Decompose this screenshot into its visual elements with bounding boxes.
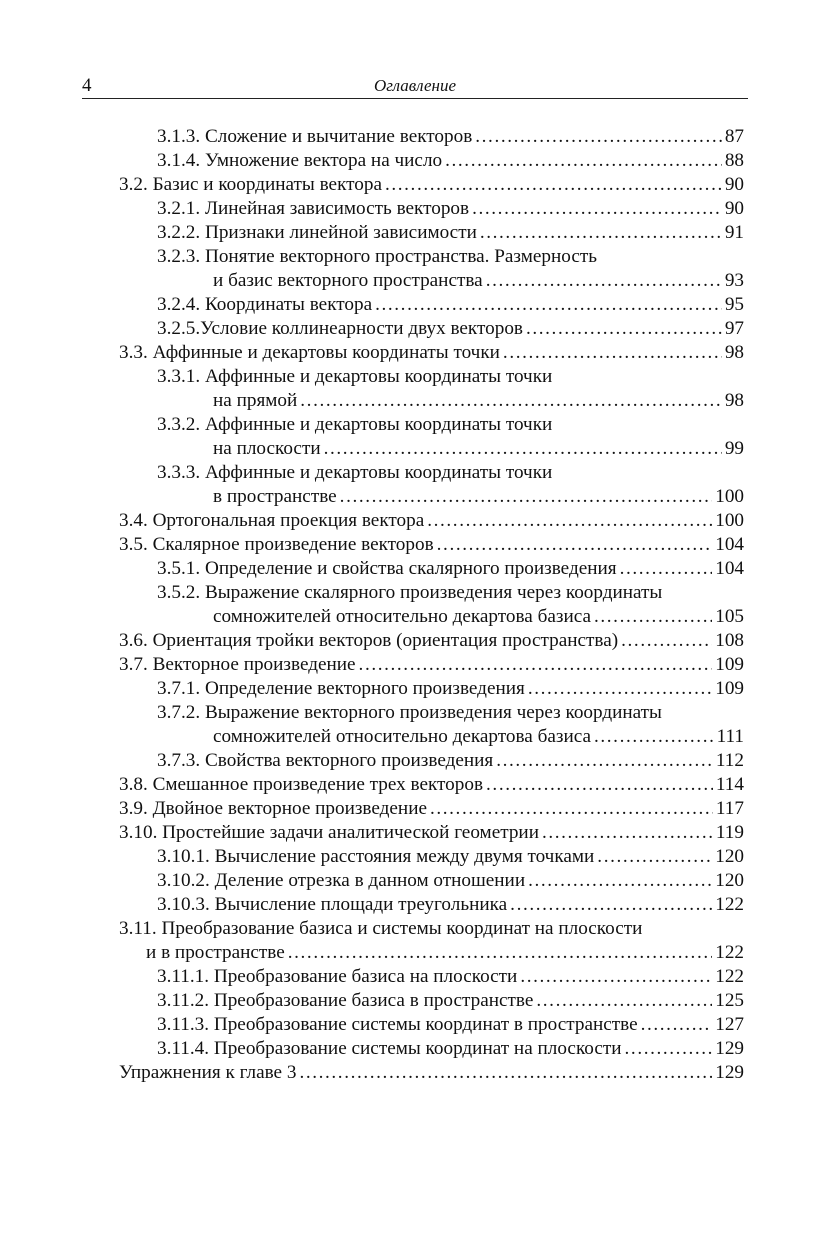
toc-entry — [119, 533, 744, 557]
toc-entry-title-continued: сомножителей относительно декартова базиса — [213, 606, 591, 627]
toc-entry — [119, 653, 744, 677]
toc-entry-title: 3.5. Скалярное произведение векторов — [119, 534, 434, 555]
toc-entry-page: 100 — [715, 486, 744, 507]
toc-entry-title: 3.7.3. Свойства векторного произведения — [157, 750, 494, 771]
toc-entry — [119, 197, 744, 221]
table-of-contents — [119, 125, 744, 1085]
dot-leader — [594, 605, 712, 629]
toc-entry-page: 122 — [715, 966, 744, 987]
toc-entry — [119, 461, 744, 509]
dot-leader — [340, 485, 713, 509]
toc-entry-title: 3.3.3. Аффинные и декартовы координаты точки — [157, 462, 553, 483]
toc-entry-page: 127 — [715, 1014, 744, 1035]
dot-leader — [528, 677, 712, 701]
toc-entry — [119, 749, 744, 773]
toc-entry — [119, 509, 744, 533]
dot-leader — [375, 293, 722, 317]
toc-entry-title: 3.2.5.Условие коллинеарности двух векторов — [157, 318, 523, 339]
toc-entry — [119, 773, 744, 797]
toc-entry-title: 3.7. Векторное произведение — [119, 654, 356, 675]
dot-leader — [445, 149, 722, 173]
toc-entry-page: 122 — [715, 942, 744, 963]
toc-entry-page: 112 — [715, 750, 744, 771]
dot-leader — [385, 173, 722, 197]
toc-entry-title: 3.4. Ортогональная проекция вектора — [119, 510, 425, 531]
toc-entry-title: 3.11.4. Преобразование системы координат на плоскости — [157, 1038, 622, 1059]
toc-entry-title: 3.10.2. Деление отрезка в данном отношении — [157, 870, 526, 891]
toc-entry-page: 105 — [715, 606, 744, 627]
dot-leader — [486, 269, 722, 293]
toc-entry-title-continued: и базис векторного пространства — [213, 270, 483, 291]
toc-entry — [119, 1037, 744, 1061]
toc-entry-title-continued: и в пространстве — [146, 942, 285, 963]
toc-entry — [119, 293, 744, 317]
toc-entry — [119, 317, 744, 341]
dot-leader — [510, 893, 712, 917]
toc-entry-title: 3.9. Двойное векторное произведение — [119, 798, 427, 819]
toc-entry-title: 3.3. Аффинные и декартовы координаты точки — [119, 342, 500, 363]
toc-entry-title: 3.7.1. Определение векторного произведения — [157, 678, 525, 699]
toc-entry — [119, 917, 744, 965]
toc-entry-page: 119 — [715, 822, 744, 843]
toc-entry-title-continued: на прямой — [213, 390, 298, 411]
toc-entry — [119, 125, 744, 149]
toc-entry-page: 104 — [715, 558, 744, 579]
toc-entry-page: 109 — [715, 654, 744, 675]
page-number: 4 — [82, 75, 92, 96]
dot-leader — [324, 437, 722, 461]
toc-entry — [119, 341, 744, 365]
toc-entry-page: 90 — [724, 198, 744, 219]
toc-entry-page: 120 — [715, 846, 744, 867]
dot-leader — [472, 197, 722, 221]
toc-entry-page: 129 — [715, 1038, 744, 1059]
dot-leader — [300, 389, 722, 413]
toc-entry-page: 109 — [715, 678, 744, 699]
toc-entry-title: 3.2.4. Координаты вектора — [157, 294, 373, 315]
dot-leader — [594, 725, 714, 749]
toc-entry-title: 3.7.2. Выражение векторного произведения через координаты — [157, 702, 662, 723]
toc-entry — [119, 365, 744, 413]
dot-leader — [641, 1013, 713, 1037]
toc-entry-title: 3.1.4. Умножение вектора на число — [157, 150, 443, 171]
toc-entry-title: 3.6. Ориентация тройки векторов (ориентация пространства) — [119, 630, 619, 651]
toc-entry — [119, 797, 744, 821]
toc-entry-page: 93 — [724, 270, 744, 291]
toc-entry — [119, 869, 744, 893]
toc-entry — [119, 1061, 744, 1085]
toc-entry — [119, 581, 744, 629]
toc-entry-page: 108 — [715, 630, 744, 651]
toc-entry-title: 3.5.2. Выражение скалярного произведения через координаты — [157, 582, 663, 603]
dot-leader — [437, 533, 713, 557]
toc-entry-title: 3.11.2. Преобразование базиса в пространстве — [157, 990, 534, 1011]
toc-entry-title: 3.3.2. Аффинные и декартовы координаты точки — [157, 414, 553, 435]
dot-leader — [480, 221, 722, 245]
dot-leader — [625, 1037, 713, 1061]
toc-entry-page: 90 — [724, 174, 744, 195]
toc-entry — [119, 245, 744, 293]
dot-leader — [520, 965, 712, 989]
toc-entry-page: 111 — [716, 726, 744, 747]
toc-entry-title: 3.10.1. Вычисление расстояния между двумя точками — [157, 846, 595, 867]
toc-entry-page: 87 — [724, 126, 744, 147]
toc-entry-page: 120 — [715, 870, 744, 891]
toc-entry-page: 88 — [724, 150, 744, 171]
toc-entry-title: 3.8. Смешанное произведение трех векторов — [119, 774, 484, 795]
dot-leader — [536, 989, 712, 1013]
dot-leader — [597, 845, 712, 869]
toc-entry-page: 99 — [724, 438, 744, 459]
dot-leader — [288, 941, 712, 965]
dot-leader — [621, 629, 712, 653]
dot-leader — [528, 869, 712, 893]
dot-leader — [542, 821, 713, 845]
toc-entry-title: Упражнения к главе 3 — [119, 1062, 297, 1083]
toc-entry-page: 91 — [724, 222, 744, 243]
toc-entry — [119, 413, 744, 461]
toc-entry-title-continued: на плоскости — [213, 438, 321, 459]
toc-entry-page: 97 — [724, 318, 744, 339]
toc-entry-page: 100 — [715, 510, 744, 531]
toc-entry-title: 3.2.3. Понятие векторного пространства. Размерность — [157, 246, 597, 267]
toc-entry-title-continued: сомножителей относительно декартова базиса — [213, 726, 591, 747]
toc-entry — [119, 893, 744, 917]
dot-leader — [427, 509, 712, 533]
toc-entry — [119, 173, 744, 197]
toc-entry — [119, 1013, 744, 1037]
toc-entry-page: 98 — [724, 342, 744, 363]
toc-entry — [119, 965, 744, 989]
toc-entry-page: 98 — [724, 390, 744, 411]
toc-entry-page: 125 — [715, 990, 744, 1011]
toc-entry-title: 3.10.3. Вычисление площади треугольника — [157, 894, 508, 915]
toc-entry-page: 129 — [715, 1062, 744, 1083]
dot-leader — [475, 125, 722, 149]
toc-entry-title: 3.1.3. Сложение и вычитание векторов — [157, 126, 473, 147]
toc-entry — [119, 221, 744, 245]
toc-entry-title: 3.11.1. Преобразование базиса на плоскости — [157, 966, 518, 987]
toc-entry — [119, 701, 744, 749]
dot-leader — [503, 341, 722, 365]
dot-leader — [526, 317, 722, 341]
running-title: Оглавление — [373, 76, 457, 95]
dot-leader — [299, 1061, 712, 1085]
running-header — [82, 70, 748, 99]
toc-entry-title: 3.10. Простейшие задачи аналитической геометрии — [119, 822, 539, 843]
toc-entry-title: 3.2.1. Линейная зависимость векторов — [157, 198, 470, 219]
toc-entry-title: 3.2.2. Признаки линейной зависимости — [157, 222, 477, 243]
dot-leader — [486, 773, 713, 797]
dot-leader — [620, 557, 713, 581]
toc-entry-page: 117 — [715, 798, 744, 819]
toc-entry — [119, 989, 744, 1013]
toc-entry-title-continued: в пространстве — [213, 486, 337, 507]
toc-entry-title: 3.3.1. Аффинные и декартовы координаты точки — [157, 366, 553, 387]
toc-entry-title: 3.11. Преобразование базиса и системы координат на плоскости — [119, 918, 643, 939]
toc-entry-page: 95 — [724, 294, 744, 315]
toc-entry — [119, 629, 744, 653]
toc-entry — [119, 557, 744, 581]
toc-entry — [119, 845, 744, 869]
toc-entry-title: 3.5.1. Определение и свойства скалярного произведения — [157, 558, 617, 579]
toc-entry-page: 122 — [715, 894, 744, 915]
toc-entry-page: 104 — [715, 534, 744, 555]
toc-entry-page: 114 — [715, 774, 744, 795]
toc-entry-title: 3.2. Базис и координаты вектора — [119, 174, 382, 195]
dot-leader — [496, 749, 713, 773]
toc-entry — [119, 677, 744, 701]
toc-entry — [119, 821, 744, 845]
toc-entry-title: 3.11.3. Преобразование системы координат в пространстве — [157, 1014, 638, 1035]
toc-entry — [119, 149, 744, 173]
dot-leader — [359, 653, 713, 677]
dot-leader — [430, 797, 713, 821]
